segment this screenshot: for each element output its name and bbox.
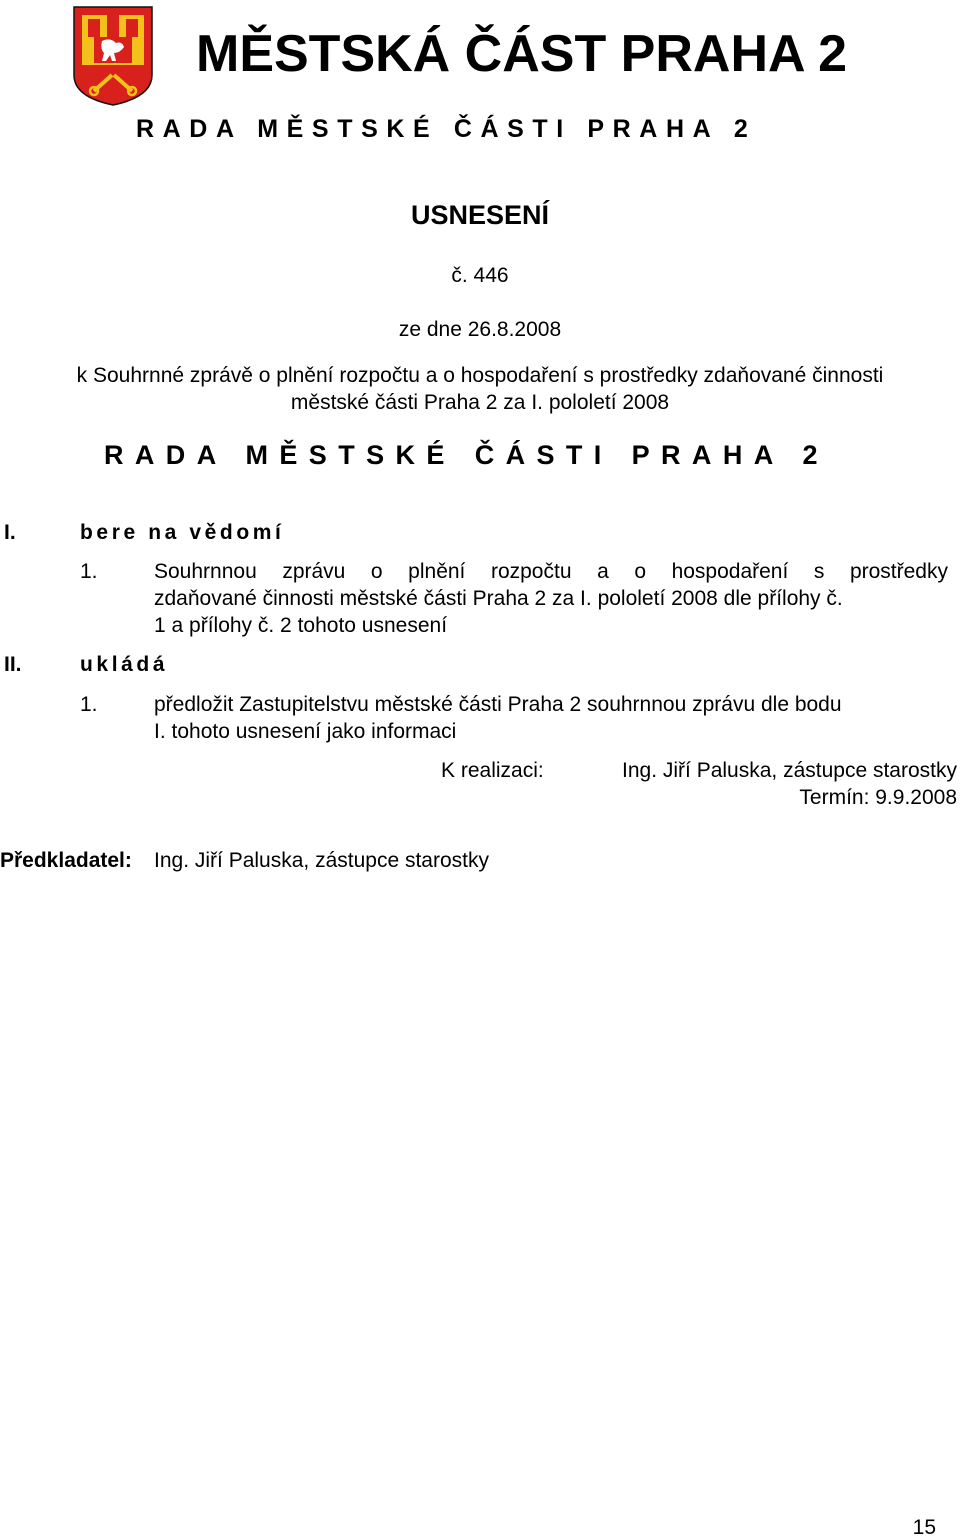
resolution-date: ze dne 26.8.2008: [398, 318, 562, 341]
resolution-subject-line-1: k Souhrnné zprávě o plnění rozpočtu a o hospodaření s prostředky zdaňované činnosti: [76, 364, 884, 387]
submitter-person: Ing. Jiří Paluska, zástupce starostky: [154, 849, 489, 872]
word: Souhrnnou: [154, 560, 257, 583]
word: rozpočtu: [490, 560, 572, 583]
submitter-label: Předkladatel:: [0, 849, 132, 872]
word: plnění: [408, 560, 466, 583]
section-2-verb: ukládá: [80, 653, 169, 676]
implementation-deadline: Termín: 9.9.2008: [799, 786, 957, 809]
implementation-label: K realizaci:: [441, 759, 544, 782]
section-1-item-line-3: 1 a přílohy č. 2 tohoto usnesení: [154, 614, 448, 637]
section-1-item-line-1: [154, 560, 948, 584]
section-2-numeral: II.: [4, 653, 22, 676]
section-2-item-number: 1.: [80, 693, 98, 716]
word: s: [813, 560, 825, 583]
section-1-numeral: I.: [4, 521, 16, 544]
resolution-subject-line-2: městské části Praha 2 za I. pololetí 2008: [290, 391, 670, 414]
section-1-verb: bere na vědomí: [80, 521, 285, 544]
page-number: 15: [912, 1516, 936, 1539]
word: o: [634, 560, 646, 583]
section-2-item-line-2: I. tohoto usnesení jako informaci: [154, 720, 457, 743]
section-1-item-number: 1.: [80, 560, 98, 583]
municipality-title: MĚSTSKÁ ČÁST PRAHA 2: [196, 25, 848, 83]
section-2-item-line-1: předložit Zastupitelstvu městské části Praha 2 souhrnnou zprávu dle bodu: [154, 693, 842, 716]
implementation-person: Ing. Jiří Paluska, zástupce starostky: [622, 759, 957, 782]
coat-of-arms-logo: [72, 5, 154, 107]
document-title: USNESENÍ: [410, 200, 550, 230]
word: zprávu: [282, 560, 346, 583]
council-heading: RADA MĚSTSKÉ ČÁSTI PRAHA 2: [104, 440, 829, 470]
section-1-item-line-2: zdaňované činnosti městské části Praha 2 za I. pololetí 2008 dle přílohy č.: [154, 587, 843, 610]
word: prostředky: [849, 560, 948, 583]
word: a: [597, 560, 609, 583]
word: hospodaření: [671, 560, 789, 583]
word: o: [370, 560, 383, 583]
council-subtitle: RADA MĚSTSKÉ ČÁSTI PRAHA 2: [136, 115, 757, 143]
resolution-number: č. 446: [451, 264, 509, 287]
